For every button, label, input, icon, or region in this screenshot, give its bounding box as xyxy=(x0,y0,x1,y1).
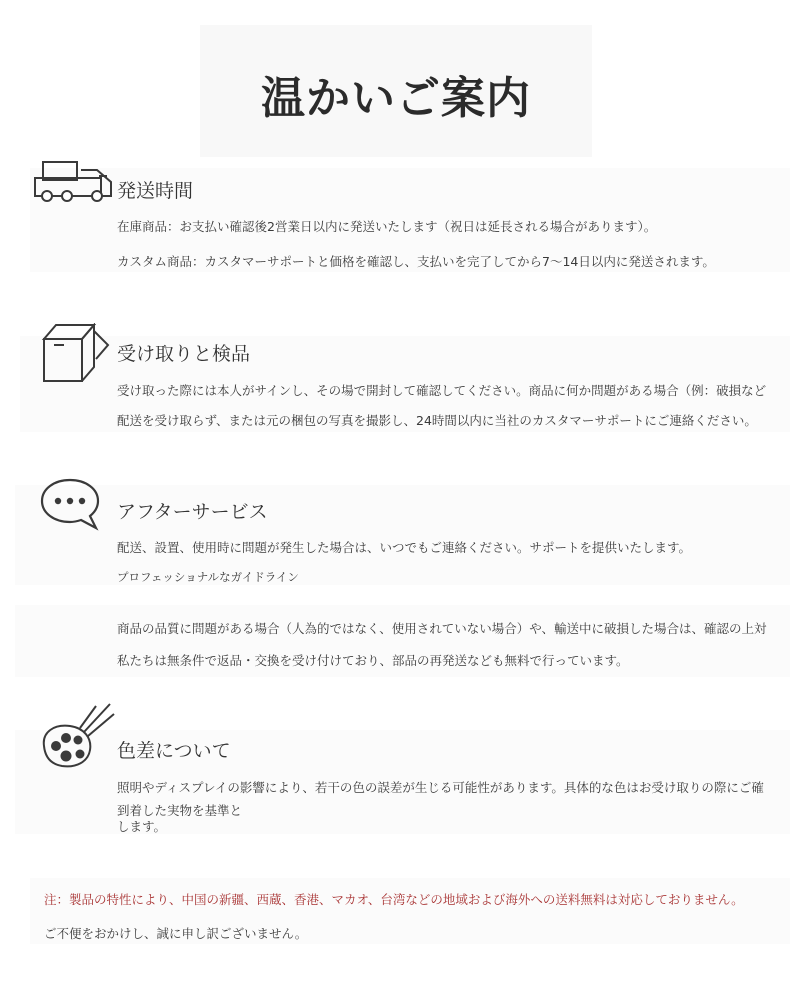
section-heading-receiving: 受け取りと検品 xyxy=(117,343,251,365)
apology-text: ご不便をおかけし、誠に申し訳ございません。 xyxy=(44,926,308,941)
section-heading-shipping: 発送時間 xyxy=(117,180,194,202)
aftersales-line-contact: 配送、設置、使用時に問題が発生した場合は、いつでもご連絡ください。サポートを提供いたします。 xyxy=(117,540,692,555)
chat-bubble-icon xyxy=(40,478,102,532)
truck-icon xyxy=(33,160,117,206)
color-line-actual-b: します。 xyxy=(117,819,167,834)
aftersales-line-quality: 商品の品質に問題がある場合（人為的ではなく、使用されていない場合）や、輸送中に破損した場合は、確認の上対 xyxy=(117,621,767,636)
page-title: 温かいご案内 xyxy=(261,73,531,124)
shipping-restriction-notice: 注：製品の特性により、中国の新疆、西蔵、香港、マカオ、台湾などの地域および海外への送料無料は対応しておりません。 xyxy=(44,892,744,907)
section-heading-color: 色差について xyxy=(117,740,231,762)
color-line-lighting: 照明やディスプレイの影響により、若干の色の誤差が生じる可能性があります。具体的な色はお受け取りの際にご確 xyxy=(117,780,764,795)
box-icon xyxy=(40,323,112,385)
aftersales-guideline-label: プロフェッショナルなガイドライン xyxy=(117,570,299,584)
receiving-line-refuse: 配送を受け取らず、または元の梱包の写真を撮影し、24時間以内に当社のカスタマーサポートにご連絡ください。 xyxy=(117,413,757,428)
shipping-line-custom: カスタム商品：カスタマーサポートと価格を確認し、支払いを完了してから7～14日以内に発送されます。 xyxy=(117,254,715,269)
section-heading-aftersales: アフターサービス xyxy=(117,501,268,523)
aftersales-line-return: 私たちは無条件で返品・交換を受け付けており、部品の再発送なども無料で行っています。 xyxy=(117,653,629,668)
shipping-line-stock: 在庫商品：お支払い確認後2営業日以内に発送いたします（祝日は延長される場合があります）。 xyxy=(117,219,657,234)
color-line-actual-a: 到着した実物を基準と xyxy=(117,803,243,818)
receiving-line-inspect: 受け取った際には本人がサインし、その場で開封して確認してください。商品に何か問題がある場合（例：破損など xyxy=(117,383,767,398)
paint-palette-icon xyxy=(40,702,116,770)
